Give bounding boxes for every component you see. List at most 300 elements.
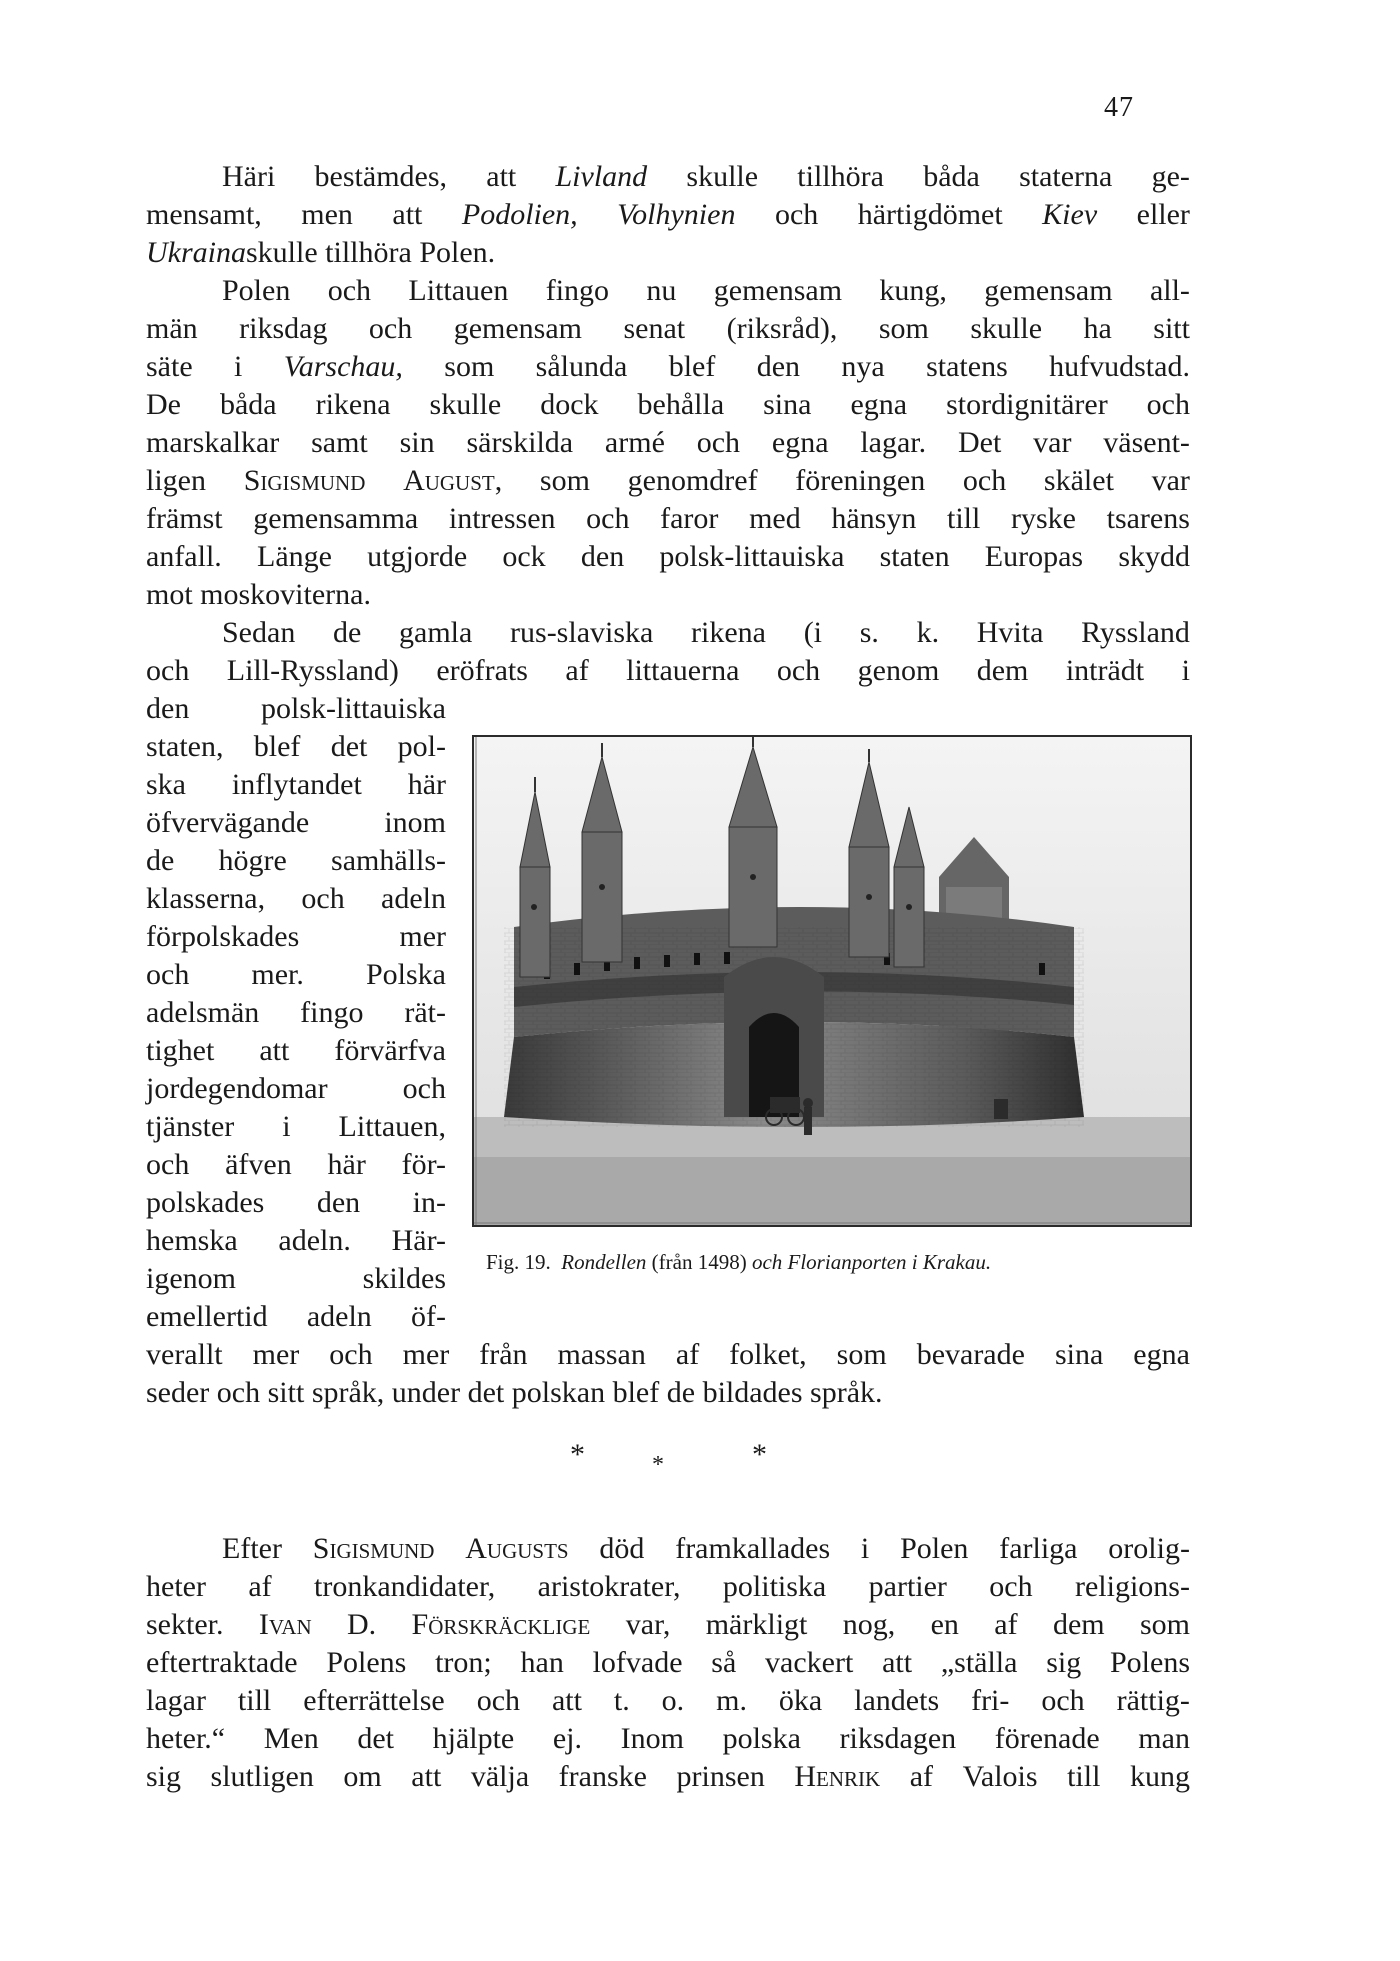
word: den [316, 1186, 361, 1219]
word: blef [668, 350, 716, 383]
word: främst [146, 502, 223, 535]
word: tronkandidater, [314, 1570, 496, 1603]
word: politiska [722, 1570, 827, 1603]
word: härtigdömet [857, 198, 1003, 231]
word: polskades [146, 1186, 265, 1219]
word: farliga [999, 1532, 1078, 1565]
word: rikena [315, 388, 391, 421]
caption-label: Fig. 19. [486, 1250, 551, 1274]
word: män [146, 312, 198, 345]
word: intressen [448, 502, 556, 535]
word: Lill-Ryssland) [226, 654, 399, 687]
word: armé [604, 426, 665, 459]
word: polska [722, 1722, 801, 1755]
word: äfven [225, 1148, 292, 1181]
word: mer [399, 920, 446, 953]
word: af [675, 1338, 700, 1371]
word: staterna [1019, 160, 1113, 193]
word: Sigismund [312, 1532, 435, 1565]
word: fri- [971, 1684, 1010, 1717]
text-line [146, 728, 446, 766]
text-line [146, 766, 446, 804]
word: tillhöra [325, 236, 412, 269]
word: öka [778, 1684, 823, 1717]
word: mer [252, 1338, 300, 1371]
word: Polska [365, 958, 446, 991]
word: rät- [404, 996, 446, 1029]
word: verallt [146, 1338, 223, 1371]
text-line [146, 804, 446, 842]
word: bestämdes, [314, 160, 448, 193]
word: adelsmän [146, 996, 260, 1029]
word: adeln [306, 1300, 372, 1333]
text-line [146, 424, 1190, 462]
word: som [878, 312, 929, 345]
word: men [301, 198, 353, 231]
word: rikena [691, 616, 766, 649]
word: till [947, 502, 981, 535]
word: och [146, 958, 190, 991]
word: mer. [251, 958, 304, 991]
word: som [539, 464, 590, 497]
word: tighet [146, 1034, 215, 1067]
word: s. [859, 616, 879, 649]
word: nya [841, 350, 885, 383]
word: mot [146, 578, 193, 611]
word: som [1139, 1608, 1190, 1641]
word: Podolien, [461, 198, 578, 231]
word: kung [1129, 1760, 1190, 1793]
word: och [402, 1072, 446, 1105]
text-line [146, 1568, 1190, 1606]
text-line [146, 614, 1190, 652]
word: Ukraina [146, 236, 246, 269]
word: inträdt [1065, 654, 1145, 687]
word: och [962, 464, 1007, 497]
word: staten [879, 540, 950, 573]
word: i [282, 1110, 291, 1143]
word: märkligt [705, 1608, 808, 1641]
word: Förskräcklige [411, 1608, 591, 1641]
word: säte [146, 350, 193, 383]
word: De [146, 388, 181, 421]
word: det [357, 1722, 394, 1755]
word: samt [311, 426, 368, 459]
word: D. [346, 1608, 377, 1641]
word: af [994, 1608, 1018, 1641]
word: och [327, 274, 372, 307]
word: särskilda [466, 426, 574, 459]
text-line [146, 1682, 1190, 1720]
word: littauerna [626, 654, 740, 687]
word: Det [957, 426, 1002, 459]
paragraph-union [146, 272, 1190, 614]
word: han [520, 1646, 564, 1679]
text-line [146, 500, 1190, 538]
word: kung, [879, 274, 947, 307]
text-line [146, 956, 446, 994]
word: en [930, 1608, 959, 1641]
word: till [237, 1684, 272, 1717]
text-line [146, 1644, 1190, 1682]
word: Valois [962, 1760, 1038, 1793]
word: Men [263, 1722, 319, 1755]
word: Polens [326, 1646, 407, 1679]
text-line [146, 1530, 1190, 1568]
word: in- [412, 1186, 446, 1219]
word: dock [540, 388, 599, 421]
word: „ställa [940, 1646, 1018, 1679]
text-line [146, 1260, 446, 1298]
word: blef [253, 730, 301, 763]
separator-star-2: * [652, 1452, 664, 1478]
paragraph-livland [146, 158, 1190, 272]
word: polsk-littauiska [261, 692, 446, 725]
word: (riksråd), [726, 312, 838, 345]
rondellen-illustration [474, 737, 1190, 1225]
word: sig [146, 1760, 182, 1793]
word: den [146, 692, 190, 725]
word: väsent- [1103, 426, 1190, 459]
word: förvärfva [334, 1034, 446, 1067]
word: till [1067, 1760, 1101, 1793]
word: i [860, 1532, 870, 1565]
word: den [756, 350, 801, 383]
separator-star-3: * [752, 1438, 767, 1471]
word: för- [401, 1148, 446, 1181]
word: heter [146, 1570, 206, 1603]
word: att [882, 1646, 913, 1679]
word: genomdref [627, 464, 758, 497]
word: riksdag [239, 312, 328, 345]
word: hjälpte [432, 1722, 515, 1755]
word: att [259, 1034, 290, 1067]
word: inom [384, 806, 446, 839]
word: och [774, 198, 819, 231]
word: skulle [970, 312, 1043, 345]
word: anfall. [146, 540, 222, 573]
word: ligen [146, 464, 206, 497]
word: död [599, 1532, 645, 1565]
text-line [146, 386, 1190, 424]
word: sin [399, 426, 435, 459]
word: båda [219, 388, 277, 421]
word: som [836, 1338, 887, 1371]
word: k. [916, 616, 940, 649]
word: Polen [900, 1532, 969, 1565]
word: från [479, 1338, 528, 1371]
word: sina [763, 388, 812, 421]
word: sig [1046, 1646, 1082, 1679]
word: Sigismund [243, 464, 366, 497]
word: Varschau, [283, 350, 403, 383]
page-number: 47 [1104, 92, 1134, 123]
text-line [146, 538, 1190, 576]
word: så [711, 1646, 737, 1679]
word: Här- [391, 1224, 446, 1257]
word: August, [403, 464, 503, 497]
text-line [146, 1374, 1190, 1412]
word: stordignitärer [946, 388, 1108, 421]
text-line [146, 1146, 446, 1184]
word: de [146, 844, 175, 877]
word: att [392, 198, 423, 231]
word: öfvervägande [146, 806, 310, 839]
text-line [146, 310, 1190, 348]
word: och [329, 1338, 373, 1371]
text-line [146, 576, 1190, 614]
word: ha [1083, 312, 1112, 345]
word: faror [660, 502, 719, 535]
caption-title: Rondellen [561, 1250, 647, 1274]
figure-caption [486, 1250, 991, 1275]
word: igenom [146, 1262, 236, 1295]
word: tillhöra [797, 160, 884, 193]
word: egna [850, 388, 908, 421]
word: m. [716, 1684, 747, 1717]
text-line [146, 1720, 1190, 1758]
word: Europas [984, 540, 1084, 573]
word: o. [661, 1684, 685, 1717]
word: och [368, 312, 413, 345]
separator-star-1: * [570, 1438, 585, 1471]
word: nu [646, 274, 677, 307]
word: senat [623, 312, 686, 345]
word: gamla [399, 616, 473, 649]
word: fingo [545, 274, 610, 307]
word: orolig- [1108, 1532, 1190, 1565]
text-line [146, 1222, 446, 1260]
word: den [580, 540, 625, 573]
word: Polen [222, 274, 291, 307]
word: sekter. [146, 1608, 224, 1641]
word: i [234, 350, 243, 383]
word: massan [557, 1338, 646, 1371]
word: efterrättelse [303, 1684, 445, 1717]
word: Livland [555, 160, 648, 193]
word: lagar. [860, 426, 927, 459]
word: skulle [246, 236, 318, 269]
text-line [146, 1184, 446, 1222]
word: gemensam [453, 312, 583, 345]
text-line [146, 842, 446, 880]
word: skildes [362, 1262, 446, 1295]
text-line [146, 196, 1190, 234]
word: heter.“ [146, 1722, 226, 1755]
word: af [248, 1570, 272, 1603]
word: statens [926, 350, 1008, 383]
word: bildades [702, 1376, 803, 1409]
word: dem [976, 654, 1029, 687]
word: polskan [511, 1376, 606, 1409]
text-line [146, 1336, 1190, 1374]
text-line [146, 1758, 1190, 1796]
caption-date: (från 1498) [651, 1250, 747, 1274]
word: och [586, 502, 630, 535]
word: lagar [146, 1684, 206, 1717]
word: här [407, 768, 446, 801]
word: språk. [810, 1376, 883, 1409]
word: mer [402, 1338, 450, 1371]
text-block-bottom [146, 1530, 1190, 1796]
word: att [551, 1684, 582, 1717]
word: framkallades [675, 1532, 831, 1565]
word: och [146, 654, 190, 687]
word: t. [613, 1684, 630, 1717]
word: högre [218, 844, 287, 877]
word: tjänster [146, 1110, 235, 1143]
word: de [333, 616, 362, 649]
word: här [327, 1148, 366, 1181]
word: rättig- [1116, 1684, 1190, 1717]
word: ge- [1151, 160, 1190, 193]
word: Volhynien [617, 198, 736, 231]
word: prinsen [676, 1760, 765, 1793]
word: eftertraktade [146, 1646, 298, 1679]
word: polsk-littauiska [659, 540, 845, 573]
word: hufvudstad. [1049, 350, 1190, 383]
word: eröfrats [436, 654, 528, 687]
word: under [391, 1376, 461, 1409]
paragraph-henrik [146, 1530, 1190, 1796]
text-line [146, 234, 1190, 272]
word: och [1146, 388, 1190, 421]
word: Ivan [258, 1608, 312, 1641]
word: sina [1054, 1338, 1104, 1371]
word: pol- [397, 730, 446, 763]
text-line [146, 880, 446, 918]
word: ej. [552, 1722, 583, 1755]
word: all- [1149, 274, 1190, 307]
word: riksdagen [839, 1722, 957, 1755]
word: Polen. [419, 236, 496, 269]
word: hänsyn [831, 502, 917, 535]
word: Henrik [794, 1760, 881, 1793]
word: emellertid [146, 1300, 268, 1333]
word: välja [470, 1760, 530, 1793]
text-line [146, 994, 446, 1032]
word: adeln. [278, 1224, 351, 1257]
word: blef [612, 1376, 660, 1409]
word: af [565, 654, 589, 687]
text-line [146, 690, 446, 728]
word: gemensamma [253, 502, 419, 535]
word: skälet [1043, 464, 1114, 497]
word: skulle [686, 160, 759, 193]
word: och [696, 426, 741, 459]
word: och [1041, 1684, 1085, 1717]
word: Littauen [408, 274, 509, 307]
word: öf- [411, 1300, 446, 1333]
word: fingo [300, 996, 364, 1029]
word: nog, [842, 1608, 896, 1641]
text-line [146, 1108, 446, 1146]
word: Inom [620, 1722, 684, 1755]
text-line [146, 1032, 446, 1070]
word: tsarens [1106, 502, 1190, 535]
word: folket, [729, 1338, 807, 1371]
word: hemska [146, 1224, 238, 1257]
figure-rondellen-photo [472, 735, 1192, 1227]
word: skydd [1118, 540, 1190, 573]
word: gemensam [984, 274, 1113, 307]
word: dem [1052, 1608, 1105, 1641]
word: Augusts [465, 1532, 569, 1565]
caption-place: och Florianporten i Krakau. [751, 1250, 992, 1274]
text-line [146, 1298, 446, 1336]
word: och [989, 1570, 1033, 1603]
text-line [146, 1606, 1190, 1644]
word: inflytandet [231, 768, 362, 801]
word: vackert [765, 1646, 854, 1679]
word: (i [803, 616, 823, 649]
word: sålunda [535, 350, 628, 383]
word: lofvade [592, 1646, 683, 1679]
word: Hvita [976, 616, 1044, 649]
word: franske [558, 1760, 647, 1793]
word: förpolskades [146, 920, 300, 953]
word: af [909, 1760, 934, 1793]
word: slutligen [210, 1760, 314, 1793]
word: och [146, 1148, 190, 1181]
text-line [146, 348, 1190, 386]
word: marskalkar [146, 426, 280, 459]
word: utgjorde [367, 540, 468, 573]
word: staten, [146, 730, 224, 763]
word: Polens [1109, 1646, 1190, 1679]
word: med [749, 502, 801, 535]
word: Kiev [1042, 198, 1098, 231]
word: bevarade [916, 1338, 1025, 1371]
word: i [1181, 654, 1190, 687]
word: Ryssland [1081, 616, 1190, 649]
word: aristokrater, [537, 1570, 681, 1603]
word: gemensam [713, 274, 843, 307]
word: båda [923, 160, 980, 193]
word: förenade [994, 1722, 1100, 1755]
word: tron; [435, 1646, 492, 1679]
word: ock [502, 540, 546, 573]
word: det [330, 730, 368, 763]
word: var [1151, 464, 1190, 497]
word: och [216, 1376, 261, 1409]
word: egna [1133, 1338, 1190, 1371]
word: och [476, 1684, 521, 1717]
word: det [467, 1376, 505, 1409]
word: landets [854, 1684, 940, 1717]
word: mensamt, [146, 198, 262, 231]
word: egna [771, 426, 829, 459]
word: eller [1136, 198, 1190, 231]
word: ska [146, 768, 186, 801]
word: partier [868, 1570, 947, 1603]
word: var [1033, 426, 1072, 459]
word: sitt [1153, 312, 1190, 345]
word: som [444, 350, 495, 383]
word: språk, [311, 1376, 385, 1409]
word: man [1138, 1722, 1190, 1755]
text-line [146, 158, 1190, 196]
word: moskoviterna. [200, 578, 371, 611]
text-line [146, 918, 446, 956]
word: behålla [637, 388, 725, 421]
word: samhälls- [331, 844, 446, 877]
word: Länge [257, 540, 332, 573]
word: rus-slaviska [510, 616, 654, 649]
word: Littauen, [338, 1110, 446, 1143]
word: var, [625, 1608, 671, 1641]
text-line [146, 462, 1190, 500]
